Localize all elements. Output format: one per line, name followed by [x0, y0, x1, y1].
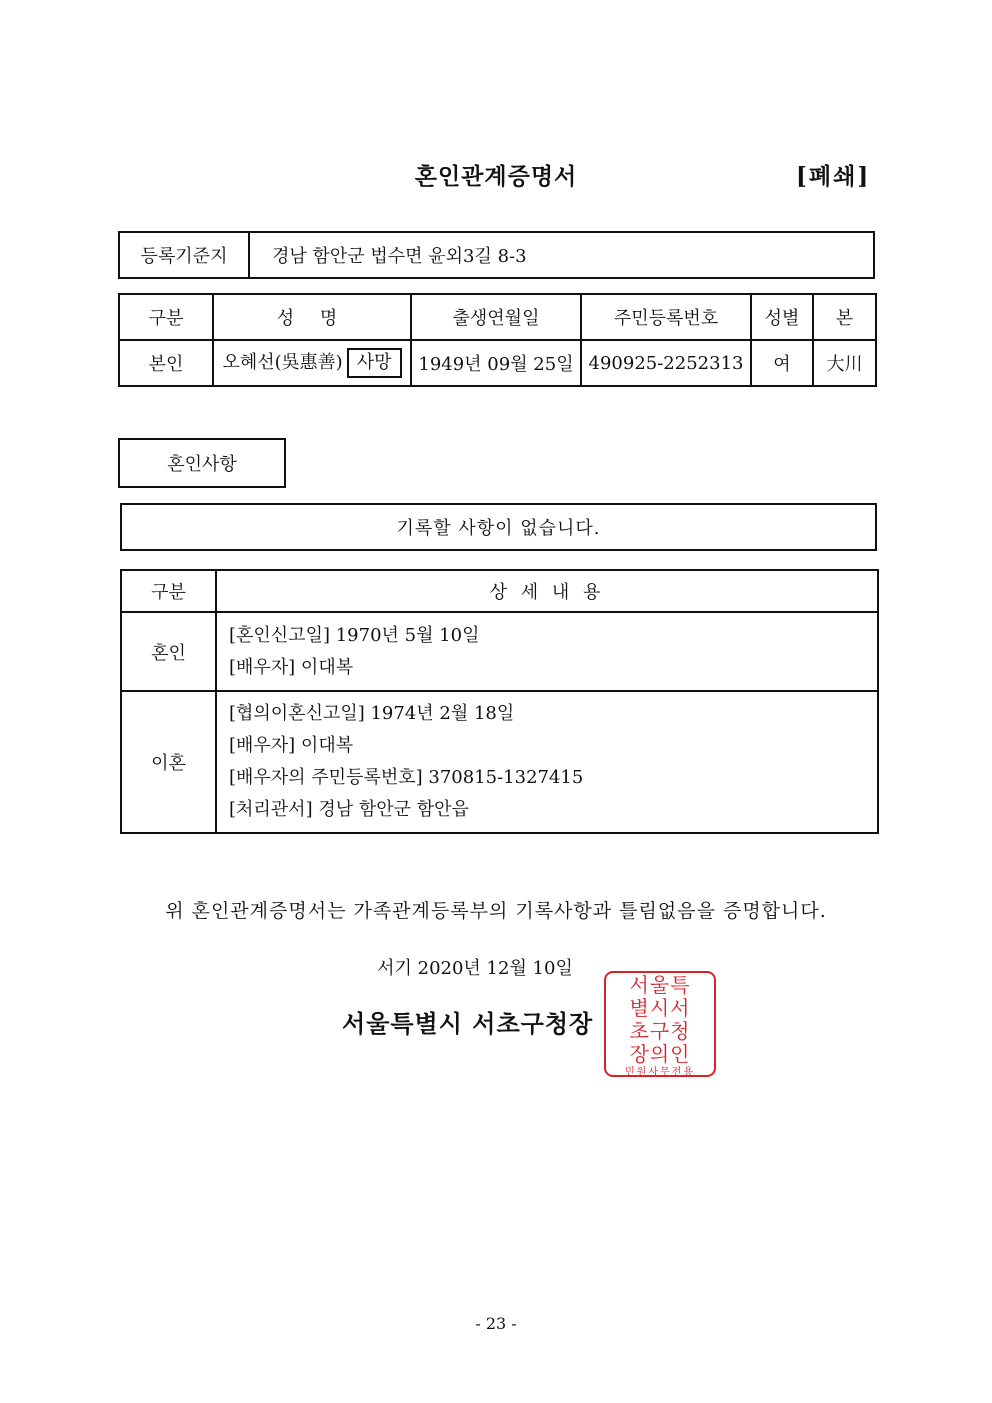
no-records-notice: 기록할 사항이 없습니다.: [120, 503, 877, 551]
detail-line: [배우자의 주민등록번호] 370815-1327415: [229, 767, 584, 788]
closed-status: [폐쇄]: [796, 163, 871, 190]
detail-lines: [216, 691, 878, 833]
person-birth: 1949년 09월 25일: [411, 340, 581, 386]
header-sex: 성별: [751, 294, 813, 340]
detail-lines: [216, 612, 878, 691]
person-name-cell: [213, 340, 411, 386]
seal-line: 장의인: [629, 1042, 691, 1066]
person-type: 본인: [119, 340, 213, 386]
certification-statement: 위 혼인관계증명서는 가족관계등록부의 기록사항과 틀림없음을 증명합니다.: [165, 900, 827, 922]
header-birth: 출생연월일: [411, 294, 581, 340]
detail-header-type: 구분: [121, 570, 216, 612]
person-sex: 여: [751, 340, 813, 386]
detail-header-content: 상 세 내 용: [216, 570, 878, 612]
issuer-name: 서울특별시 서초구청장: [342, 1009, 594, 1038]
seal-line: 서울특: [629, 973, 691, 997]
deceased-badge: 사망: [347, 348, 402, 378]
registration-label: 등록기준지: [119, 232, 249, 278]
person-rrn: 490925-2252313: [581, 340, 751, 386]
header-type: 구분: [119, 294, 213, 340]
issue-date: 서기 2020년 12월 10일: [377, 958, 573, 979]
person-table: [118, 293, 877, 387]
document-title: 혼인관계증명서: [414, 163, 578, 190]
person-row: [119, 340, 876, 386]
detail-line: [혼인신고일] 1970년 5월 10일: [229, 624, 480, 646]
detail-type: 혼인: [121, 612, 216, 691]
person-header-row: [119, 294, 876, 340]
header-origin: 본: [813, 294, 876, 340]
detail-header-row: [121, 570, 878, 612]
detail-row-divorce: [121, 691, 878, 833]
seal-subtext: 민원사무전용: [625, 1067, 695, 1078]
person-origin: 大川: [813, 340, 876, 386]
seal-line: 별시서: [629, 996, 691, 1020]
page-number: - 23 -: [475, 1314, 517, 1333]
detail-type: 이혼: [121, 691, 216, 833]
registration-table: [118, 231, 875, 279]
person-name: 오혜선(吳惠善): [222, 352, 343, 373]
detail-line: [협의이혼신고일] 1974년 2월 18일: [229, 703, 515, 724]
marriage-section-label: 혼인사항: [118, 438, 286, 488]
detail-line: [배우자] 이대복: [229, 735, 354, 756]
header-rrn: 주민등록번호: [581, 294, 751, 340]
detail-table: [120, 569, 879, 834]
detail-row-marriage: [121, 612, 878, 691]
detail-line: [배우자] 이대복: [229, 656, 354, 678]
detail-line: [처리관서] 경남 함안군 함안읍: [229, 799, 469, 820]
registration-value: 경남 함안군 법수면 윤외3길 8-3: [249, 232, 874, 278]
official-seal: [604, 971, 716, 1077]
seal-line: 초구청: [629, 1019, 691, 1043]
header-name: 성 명: [213, 294, 411, 340]
